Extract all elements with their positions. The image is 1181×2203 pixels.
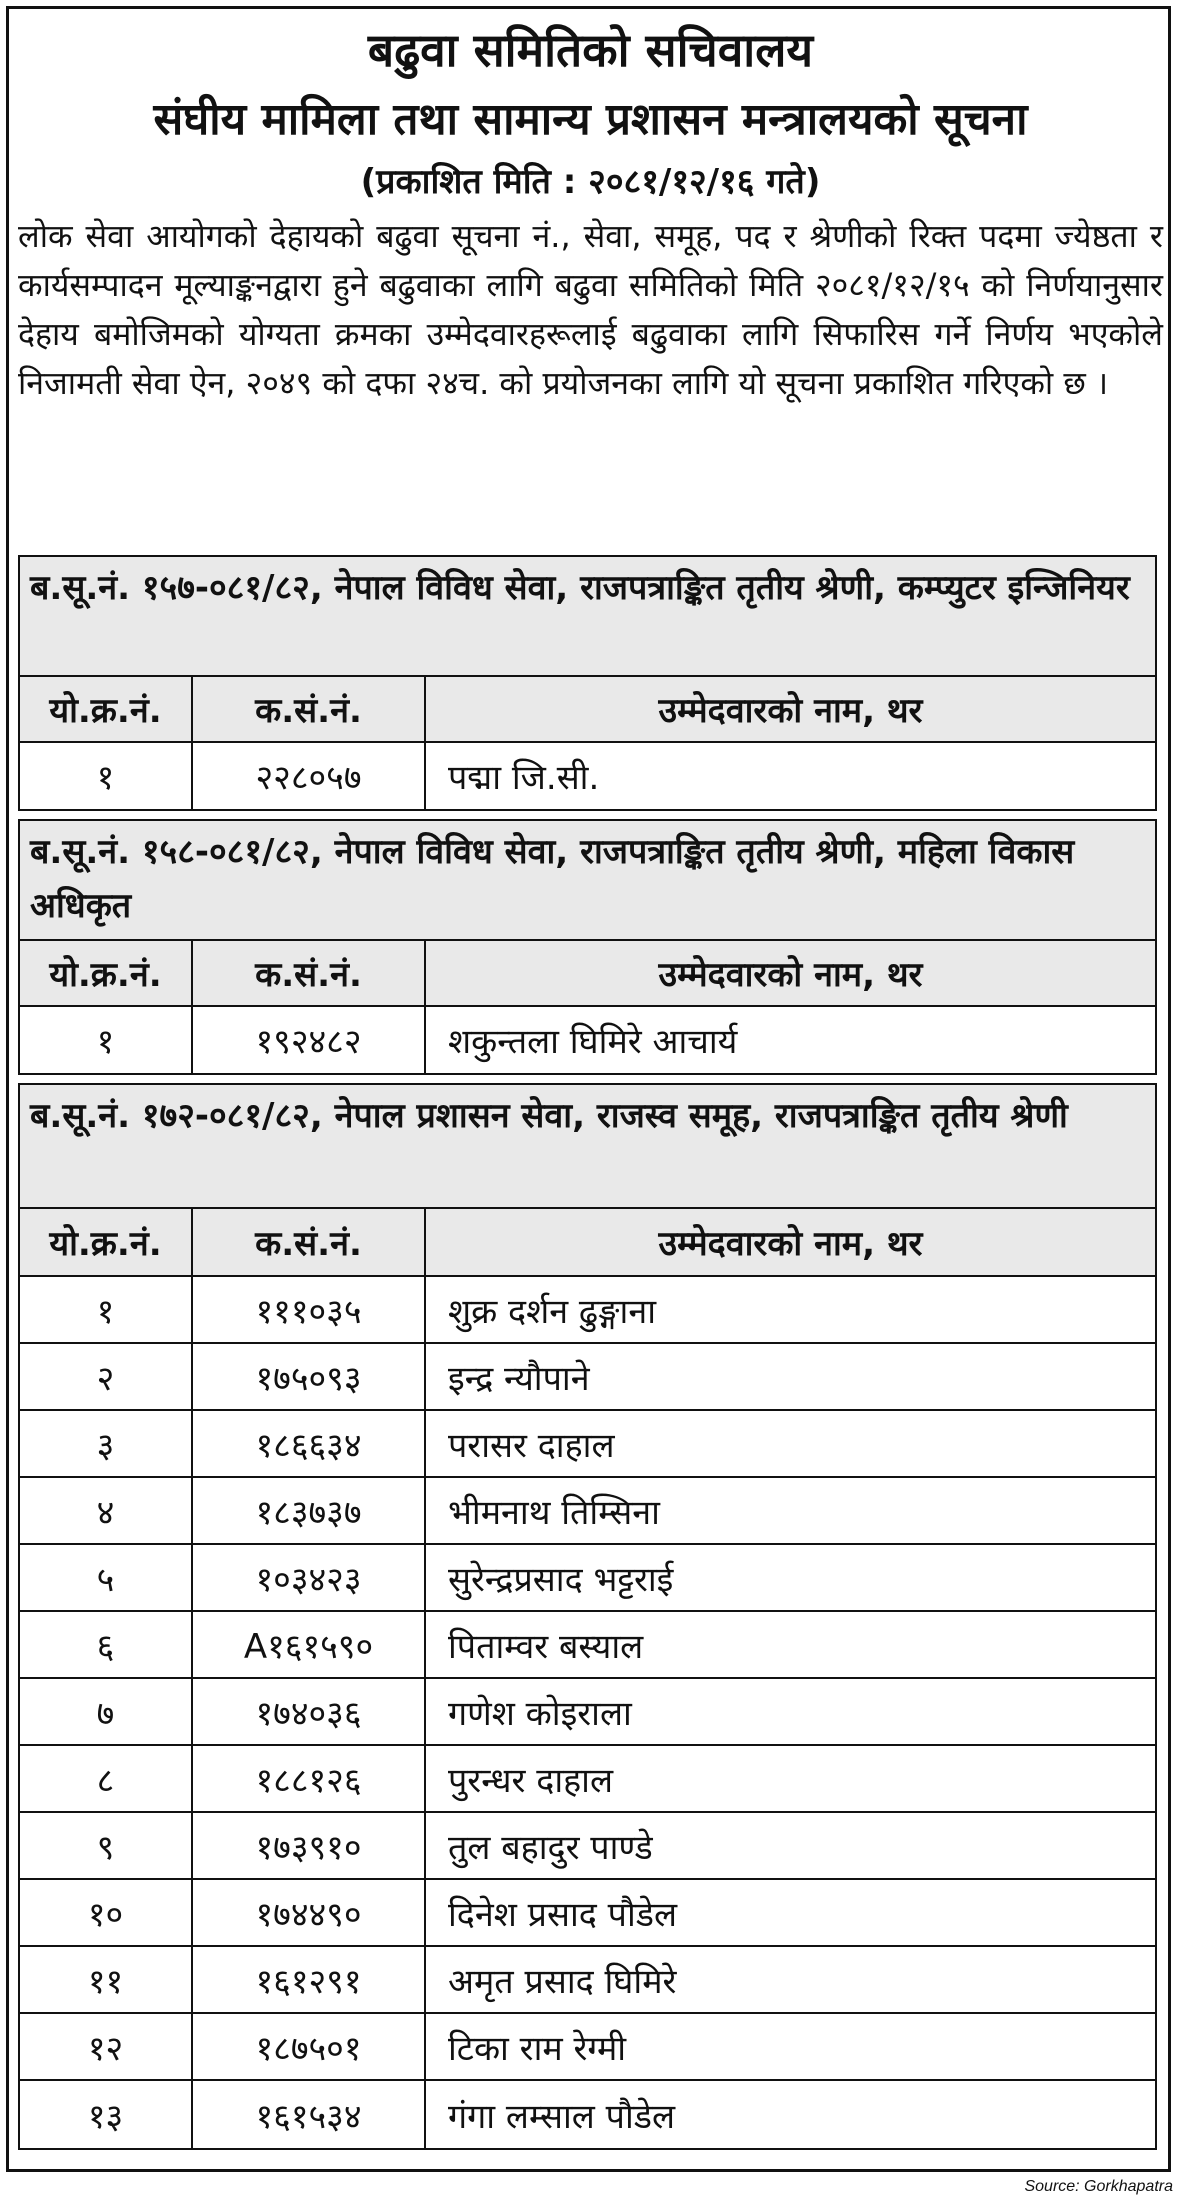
row-roll: १०३४२३ (193, 1545, 426, 1610)
table-row (20, 1411, 1155, 1478)
table-row (20, 1545, 1155, 1612)
table-header-row (20, 1209, 1155, 1277)
notice-subtitle: संघीय मामिला तथा सामान्य प्रशासन मन्त्रालयको सूचना (153, 94, 1028, 145)
row-roll: २२८०५७ (193, 743, 426, 809)
row-roll: १७४०३६ (193, 1679, 426, 1744)
row-name: पिताम्वर बस्याल (448, 1626, 644, 1667)
row-roll: १८७५०१ (193, 2014, 426, 2079)
notice-body: लोक सेवा आयोगको देहायको बढुवा सूचना नं., सेवा, समूह, पद र श्रेणीको रिक्त पदमा ज्येष्ठता र कार्यसम्पादन मूल्याङ्कनद्वारा हुने बढुवाका लागि बढुवा समितिको मिति २०८१/१२/१५ को निर्णयानुसार देहाय बमोजिमको योग्यता क्रमका उम्मेदवारहरूलाई बढुवाका लागि सिफारिस गर्ने निर्णय भएकोले निजामती सेवा ऐन, २०४९ को दफा २४च. को प्रयोजनका लागि यो सूचना प्रकाशित गरिएको छ । (18, 217, 1163, 402)
row-name: शकुन्तला घिमिरे आचार्य (448, 1022, 738, 1062)
row-serial: १ (20, 743, 193, 809)
row-roll: १६१५३४ (193, 2081, 426, 2148)
table-row (20, 1947, 1155, 2014)
row-roll: १७३९१० (193, 1813, 426, 1878)
row-name: दिनेश प्रसाद पौडेल (448, 1894, 678, 1935)
row-name: परासर दाहाल (448, 1425, 615, 1466)
row-serial: २ (20, 1344, 193, 1409)
table-row (20, 1007, 1155, 1073)
header-serial: यो.क्र.नं. (20, 941, 193, 1005)
table-row (20, 1478, 1155, 1545)
published-date: (प्रकाशित मिति : २०८१/१२/१६ गते) (360, 162, 821, 202)
header-serial: यो.क्र.नं. (20, 677, 193, 741)
section-table-1 (18, 555, 1157, 811)
row-name: गणेश कोइराला (448, 1693, 632, 1734)
table-header-row (20, 941, 1155, 1007)
section-title: ब.सू.नं. १५७-०८१/८२, नेपाल विविध सेवा, राजपत्राङ्कित तृतीय श्रेणी, कम्प्युटर इन्जिनियर (20, 557, 1155, 677)
row-serial: ७ (20, 1679, 193, 1744)
table-row (20, 743, 1155, 809)
table-header-row (20, 677, 1155, 743)
section-table-3 (18, 1083, 1157, 2150)
row-serial: १२ (20, 2014, 193, 2079)
header-roll: क.सं.नं. (193, 677, 426, 741)
row-roll: १७५०९३ (193, 1344, 426, 1409)
row-roll: १११०३५ (193, 1277, 426, 1342)
row-name: पद्मा जि.सी. (448, 758, 600, 798)
row-name: शुक्र दर्शन ढुङ्गाना (448, 1291, 657, 1332)
row-serial: ४ (20, 1478, 193, 1543)
row-serial: १३ (20, 2081, 193, 2148)
row-roll: १७४४९० (193, 1880, 426, 1945)
table-row (20, 1277, 1155, 1344)
table-row (20, 2014, 1155, 2081)
source-credit: Source: Gorkhapatra (1024, 2178, 1173, 2195)
section-title: ब.सू.नं. १७२-०८१/८२, नेपाल प्रशासन सेवा, राजस्व समूह, राजपत्राङ्कित तृतीय श्रेणी (20, 1085, 1155, 1209)
header-roll: क.सं.नं. (193, 1209, 426, 1275)
row-serial: १ (20, 1007, 193, 1073)
row-serial: ८ (20, 1746, 193, 1811)
row-roll: A१६१५९० (193, 1612, 426, 1677)
row-roll: १९२४८२ (193, 1007, 426, 1073)
section-table-2 (18, 819, 1157, 1075)
row-name: टिका राम रेग्मी (448, 2028, 627, 2069)
table-row (20, 1679, 1155, 1746)
row-name: सुरेन्द्रप्रसाद भट्टराई (448, 1559, 674, 1600)
row-name: भीमनाथ तिम्सिना (448, 1492, 660, 1533)
row-name: अमृत प्रसाद घिमिरे (448, 1961, 677, 2002)
row-serial: १ (20, 1277, 193, 1342)
table-row (20, 1612, 1155, 1679)
header-roll: क.सं.नं. (193, 941, 426, 1005)
table-row (20, 2081, 1155, 2148)
row-serial: ५ (20, 1545, 193, 1610)
header-name: उम्मेदवारको नाम, थर (658, 691, 923, 731)
row-roll: १८६६३४ (193, 1411, 426, 1476)
header-name: उम्मेदवारको नाम, थर (658, 955, 923, 995)
row-roll: १८८१२६ (193, 1746, 426, 1811)
row-serial: ११ (20, 1947, 193, 2012)
row-name: तुल बहादुर पाण्डे (448, 1827, 653, 1868)
row-name: गंगा लम्साल पौडेल (448, 2096, 676, 2137)
section-title: ब.सू.नं. १५८-०८१/८२, नेपाल विविध सेवा, राजपत्राङ्कित तृतीय श्रेणी, महिला विकास अधिकृत (20, 821, 1155, 941)
table-row (20, 1880, 1155, 1947)
row-roll: १८३७३७ (193, 1478, 426, 1543)
header-serial: यो.क्र.नं. (20, 1209, 193, 1275)
row-name: पुरन्धर दाहाल (448, 1760, 614, 1801)
table-row (20, 1813, 1155, 1880)
table-row (20, 1746, 1155, 1813)
table-row (20, 1344, 1155, 1411)
header-name: उम्मेदवारको नाम, थर (658, 1224, 923, 1264)
row-name: इन्द्र न्यौपाने (448, 1358, 590, 1399)
notice-title: बढुवा समितिको सचिवालय (367, 23, 814, 77)
row-serial: १० (20, 1880, 193, 1945)
row-serial: ६ (20, 1612, 193, 1677)
row-serial: ९ (20, 1813, 193, 1878)
row-roll: १६१२९१ (193, 1947, 426, 2012)
row-serial: ३ (20, 1411, 193, 1476)
